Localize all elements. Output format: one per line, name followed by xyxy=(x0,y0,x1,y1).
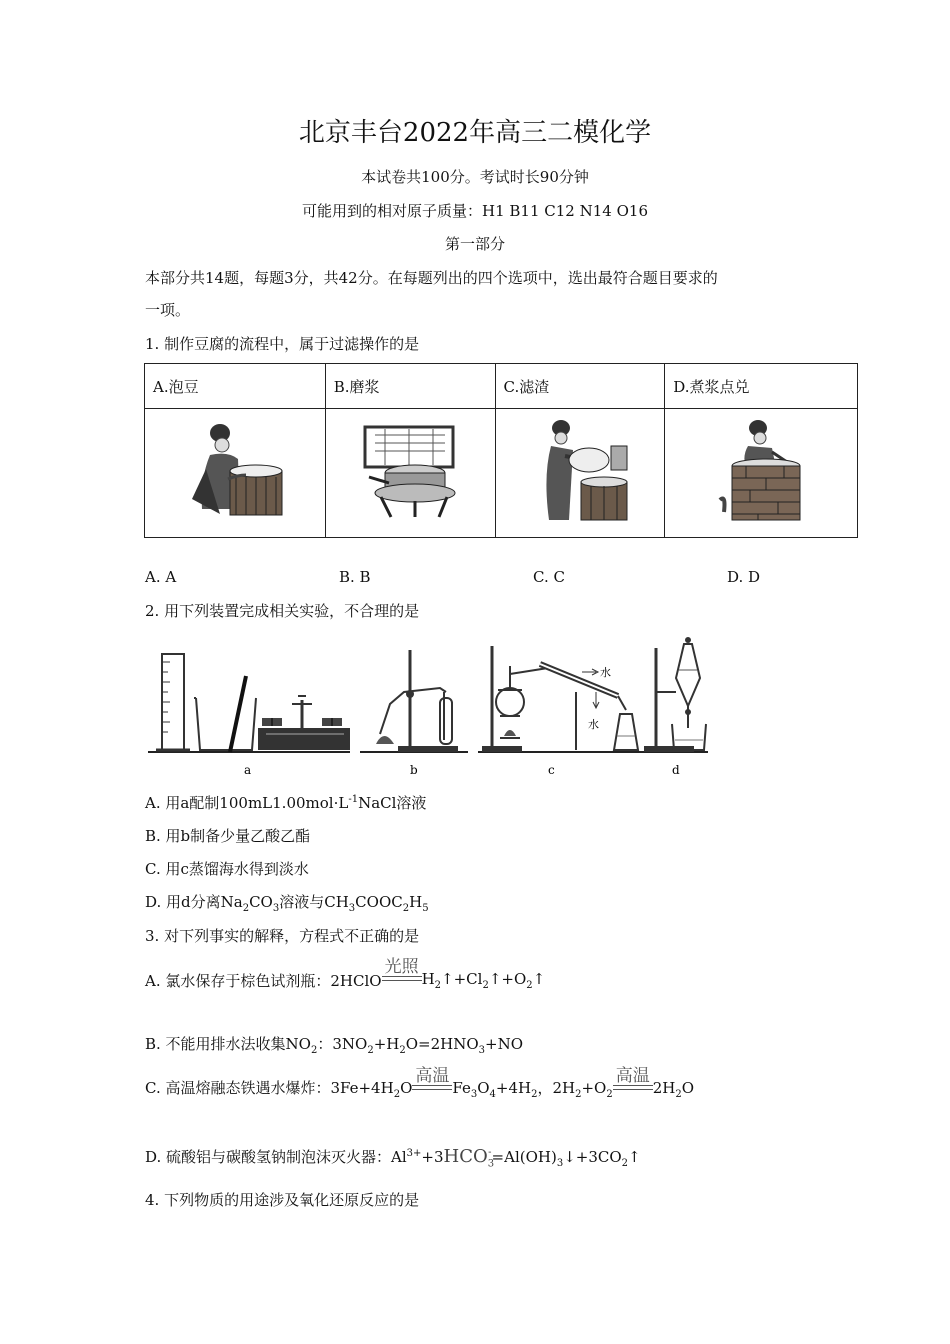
fig-label-b: b xyxy=(410,763,418,777)
q1-options-table xyxy=(144,363,858,538)
page-title: 北京丰台2022年高三二模化学 xyxy=(298,118,652,148)
filtering-illustration xyxy=(525,416,635,526)
instructions-line-2: 一项。 xyxy=(145,301,191,319)
soaking-beans-illustration xyxy=(180,419,290,523)
q3-option-d: D. 硫酸铝与碳酸氢钠制泡沫灭火器：$Al^{3+}+3HCO_3^-=Al(OH)_3↓+3CO_2↑$ xyxy=(145,1146,641,1170)
instructions-line-1: 本部分共14题，每题3分，共42分。在每题列出的四个选项中，选出最符合题目要求的 xyxy=(145,269,718,287)
q2-option-b: B. 用b制备少量乙酸乙酯 xyxy=(145,827,311,845)
q1-stem: 1. 制作豆腐的流程中，属于过滤操作的是 xyxy=(145,335,420,353)
atomic-mass-info: 可能用到的相对原子质量：H1 B11 C12 N14 O16 xyxy=(302,202,648,220)
section-title: 第一部分 xyxy=(444,235,505,253)
water-out-label: 水 xyxy=(600,666,611,679)
q2-stem: 2. 用下列装置完成相关实验，不合理的是 xyxy=(145,602,420,620)
apparatus-c xyxy=(478,646,648,777)
q2-option-d: D. 用d分离$Na_2CO_3$溶液与$CH_3COOC_2H_5$ xyxy=(145,893,429,914)
apparatus-d xyxy=(642,637,708,777)
q1-image-filtering xyxy=(495,409,665,538)
water-in-label: 水 xyxy=(588,718,599,731)
q1-header-c: C.滤渣 xyxy=(495,364,665,409)
apparatus-a xyxy=(148,654,350,777)
q1-image-grinding xyxy=(325,409,495,538)
boiling-pulp-illustration xyxy=(706,416,816,526)
q1-answer-a: A. A xyxy=(145,568,177,586)
q3-stem: 3. 对下列事实的解释，方程式不正确的是 xyxy=(145,927,420,945)
q1-image-soaking xyxy=(145,409,326,538)
q2-option-c: C. 用c蒸馏海水得到淡水 xyxy=(145,860,309,878)
apparatus-b xyxy=(360,650,468,777)
q2-option-a: A. 用a配制$100mL1.00mol\cdot L^{-1}NaCl$溶液 xyxy=(145,794,427,812)
exam-info: 本试卷共100分。考试时长90分钟 xyxy=(361,168,589,186)
high-temp-condition-arrow-1: 高温 xyxy=(412,1067,452,1100)
q1-answer-d: D. D xyxy=(727,568,761,586)
fig-label-d: d xyxy=(672,763,680,777)
fig-label-c: c xyxy=(548,763,555,777)
light-condition-arrow: 光照 xyxy=(382,958,422,991)
q2-apparatus-figure xyxy=(148,632,708,780)
q3-option-b: B. 不能用排水法收集$NO_2$：$3NO_2+H_2O=2HNO_3+NO$ xyxy=(145,1035,524,1056)
q3-option-a: A. 氯水保存于棕色试剂瓶：2HClO 光照 $H_2↑+Cl_2↑+O_2↑$ xyxy=(145,957,546,991)
high-temp-condition-arrow-2: 高温 xyxy=(613,1067,653,1100)
q1-answer-b: B. B xyxy=(339,568,371,586)
q1-image-boiling xyxy=(665,409,858,538)
q1-header-b: B.磨浆 xyxy=(325,364,495,409)
q1-answer-c: C. C xyxy=(533,568,565,586)
q1-header-a: A.泡豆 xyxy=(145,364,326,409)
bicarbonate-ion: $HCO_3^-$ xyxy=(443,1146,495,1170)
q4-stem: 4. 下列物质的用途涉及氧化还原反应的是 xyxy=(145,1191,420,1209)
fig-label-a: a xyxy=(244,763,252,777)
q3-option-c: C. 高温熔融态铁遇水爆炸：$3Fe+4H_2O$ 高温 $Fe_3O_4+4H_2$，$2H_2+O_2$ 高温 $2H_2O$ xyxy=(145,1066,695,1100)
grinding-mill-illustration xyxy=(355,421,465,521)
q1-header-d: D.煮浆点兑 xyxy=(665,364,858,409)
